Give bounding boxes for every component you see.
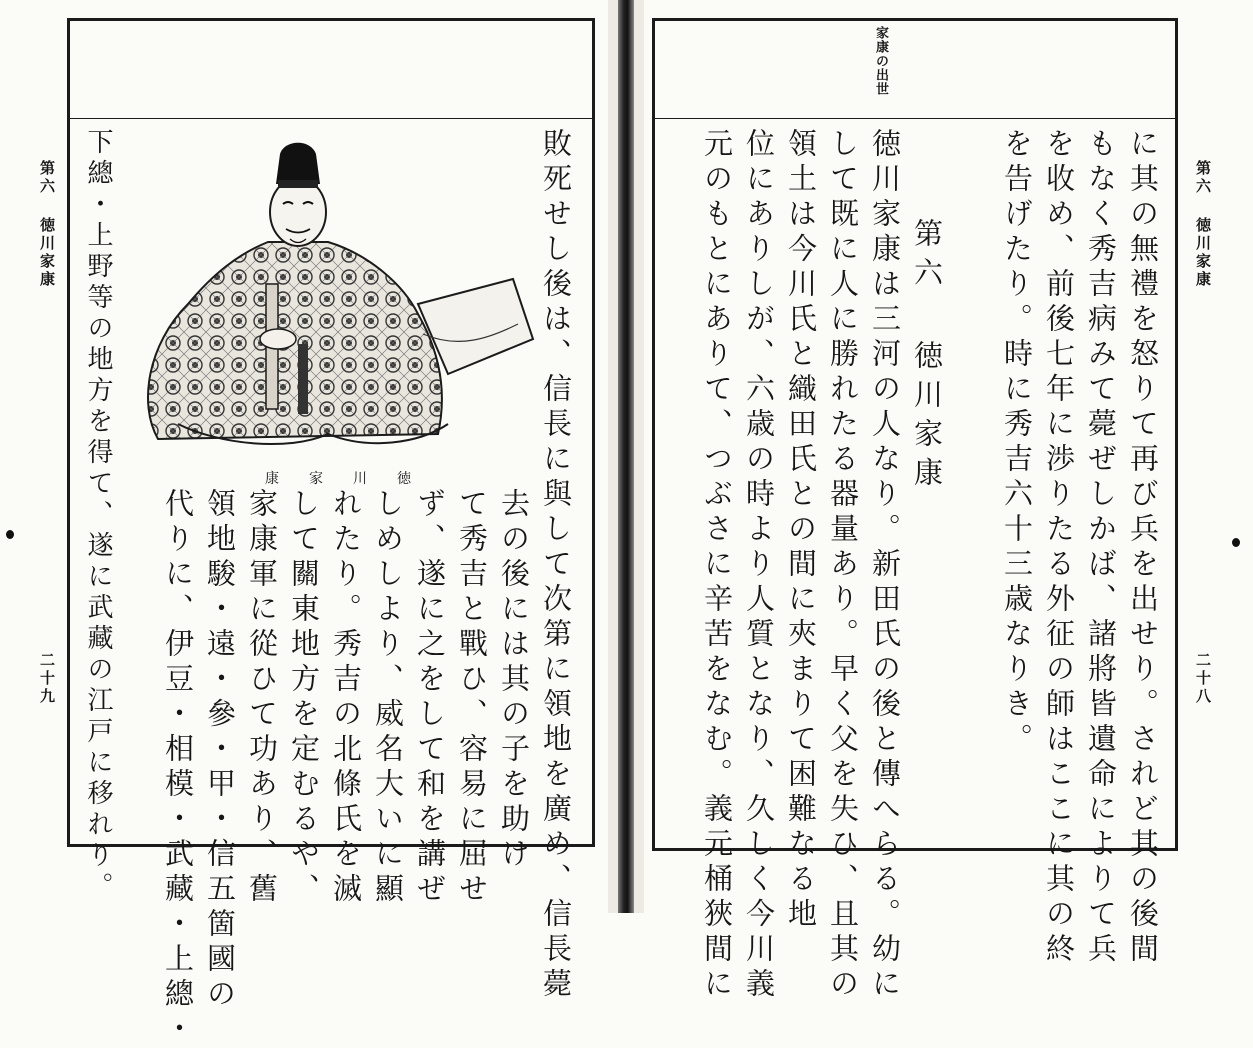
binding-hole-left — [6, 530, 14, 539]
right-col-2: もなく秀吉病みて薨ぜしかば、諸將皆遺命によりて兵 — [1084, 128, 1118, 968]
left-gutter — [608, 0, 618, 913]
book-spine — [618, 0, 634, 913]
right-page-number: 二十八 — [1194, 652, 1212, 706]
right-gutter — [634, 0, 644, 913]
right-col-3: を收め、前後七年に渉りたる外征の師はここに其の終 — [1042, 128, 1076, 968]
right-col-4: を告げたり。時に秀吉六十三歳なりき。 — [1000, 128, 1034, 758]
left-col-11: 下總・上野等の地方を得て、遂に武藏の江戸に移れり。 — [83, 128, 113, 903]
left-col-7: して關東地方を定むるや、 — [287, 488, 321, 908]
left-header-rule — [70, 118, 592, 119]
left-col-5: しめしより、威名大いに顯 — [371, 488, 405, 908]
right-header-rule — [655, 118, 1175, 119]
right-col-6: 徳川家康は三河の人なり。新田氏の後と傳へらる。幼に — [868, 128, 902, 1003]
portrait-illustration — [118, 134, 538, 464]
left-col-10: 代りに、伊豆・相模・武藏・上總・ — [161, 488, 195, 1048]
left-col-8: 家康軍に從ひて功あり、舊 — [245, 488, 279, 908]
portrait-caption: 康家川徳 — [265, 471, 441, 487]
left-col-2: 去の後には其の子を助け — [497, 488, 531, 873]
left-col-9: 領地駿・遠・參・甲・信五箇國の — [203, 488, 237, 1013]
left-col-6: れたり。秀吉の北條氏を滅 — [329, 488, 363, 908]
left-margin-chapter-label: 第六 徳川家康 — [38, 160, 56, 289]
right-col-7: して既に人に勝れたる器量あり。早く父を失ひ、且其の — [826, 128, 860, 1003]
right-margin-chapter-label: 第六 徳川家康 — [1194, 160, 1212, 289]
left-col-1: 敗死せし後は、信長に與して次第に領地を廣め、信長薨 — [539, 128, 573, 1003]
binding-hole-right — [1232, 538, 1240, 547]
running-head: 家康の出世 — [873, 26, 888, 96]
right-col-1: に其の無禮を怒りて再び兵を出せり。されど其の後間 — [1126, 128, 1160, 968]
right-col-9: 位にありしが、六歳の時より人質となり、久しく今川義 — [742, 128, 776, 1003]
left-col-4: ず、遂に之をして和を講ぜ — [413, 488, 447, 908]
left-page-number: 二十九 — [38, 652, 56, 706]
right-col-10: 元のもとにありて、つぶさに辛苦をなむ。義元桶狹間に — [700, 128, 734, 1003]
left-col-3: て秀吉と戰ひ、容易に屈せ — [455, 488, 489, 908]
tokugawa-ieyasu-portrait — [118, 134, 538, 464]
right-col-8: 領土は今川氏と織田氏との間に夾まりて困難なる地 — [784, 128, 818, 933]
chapter-heading: 第六 徳川家康 — [910, 218, 944, 496]
